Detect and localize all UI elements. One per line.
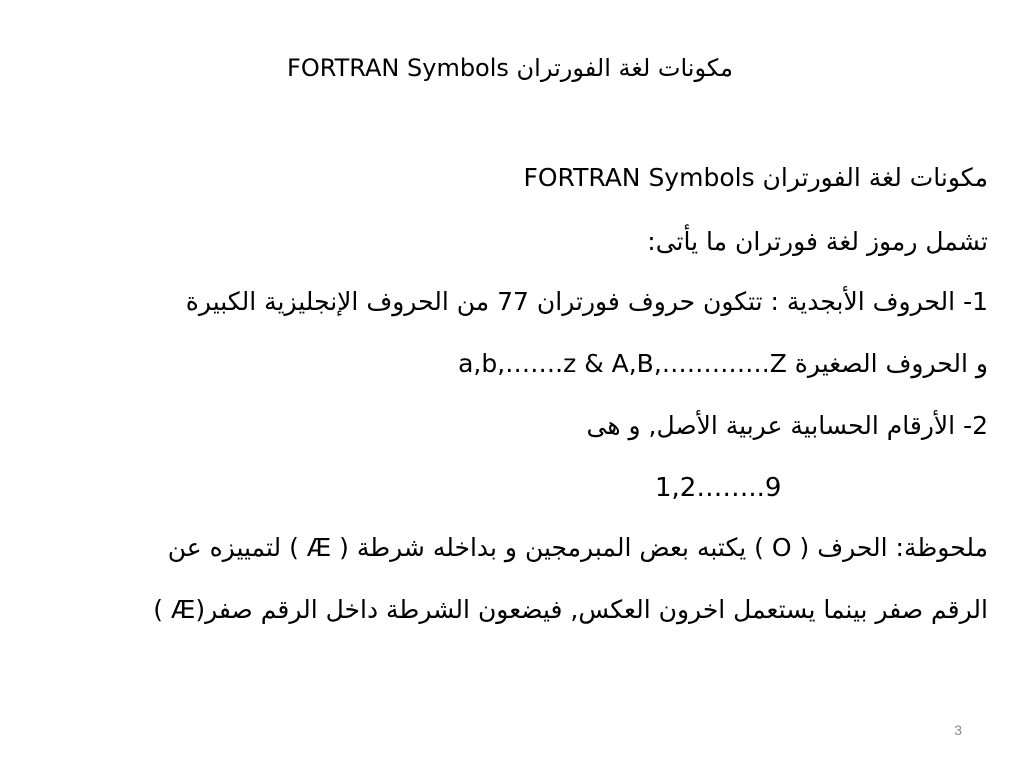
heading-line: مكونات لغة الفورتران FORTRAN Symbols xyxy=(523,163,988,192)
note-line-1: ملحوظة: الحرف ( O ) يكتبه بعض المبرمجين و بداخله شرطة ( Æ ) لتمييزه عن xyxy=(167,533,988,562)
slide-title: مكونات لغة الفورتران FORTRAN Symbols xyxy=(287,54,733,82)
digits-range-line: 1,2……..9 xyxy=(655,473,782,503)
alphabet-line: 1- الحروف الأبجدية : تتكون حروف فورتران 77 من الحروف الإنجليزية الكبيرة xyxy=(185,287,988,316)
note-line-2: الرقم صفر بينما يستعمل اخرون العكس, فيضعون الشرطة داخل الرقم صفر(Æ ) xyxy=(153,595,988,624)
digits-line: 2- الأرقام الحسابية عربية الأصل, و هى xyxy=(586,411,988,440)
intro-line: تشمل رموز لغة فورتران ما يأتى: xyxy=(647,227,988,256)
letters-range-line: و الحروف الصغيرة a,b,…….z & A,B,………….Z xyxy=(458,349,988,378)
page-number: 3 xyxy=(954,722,962,738)
